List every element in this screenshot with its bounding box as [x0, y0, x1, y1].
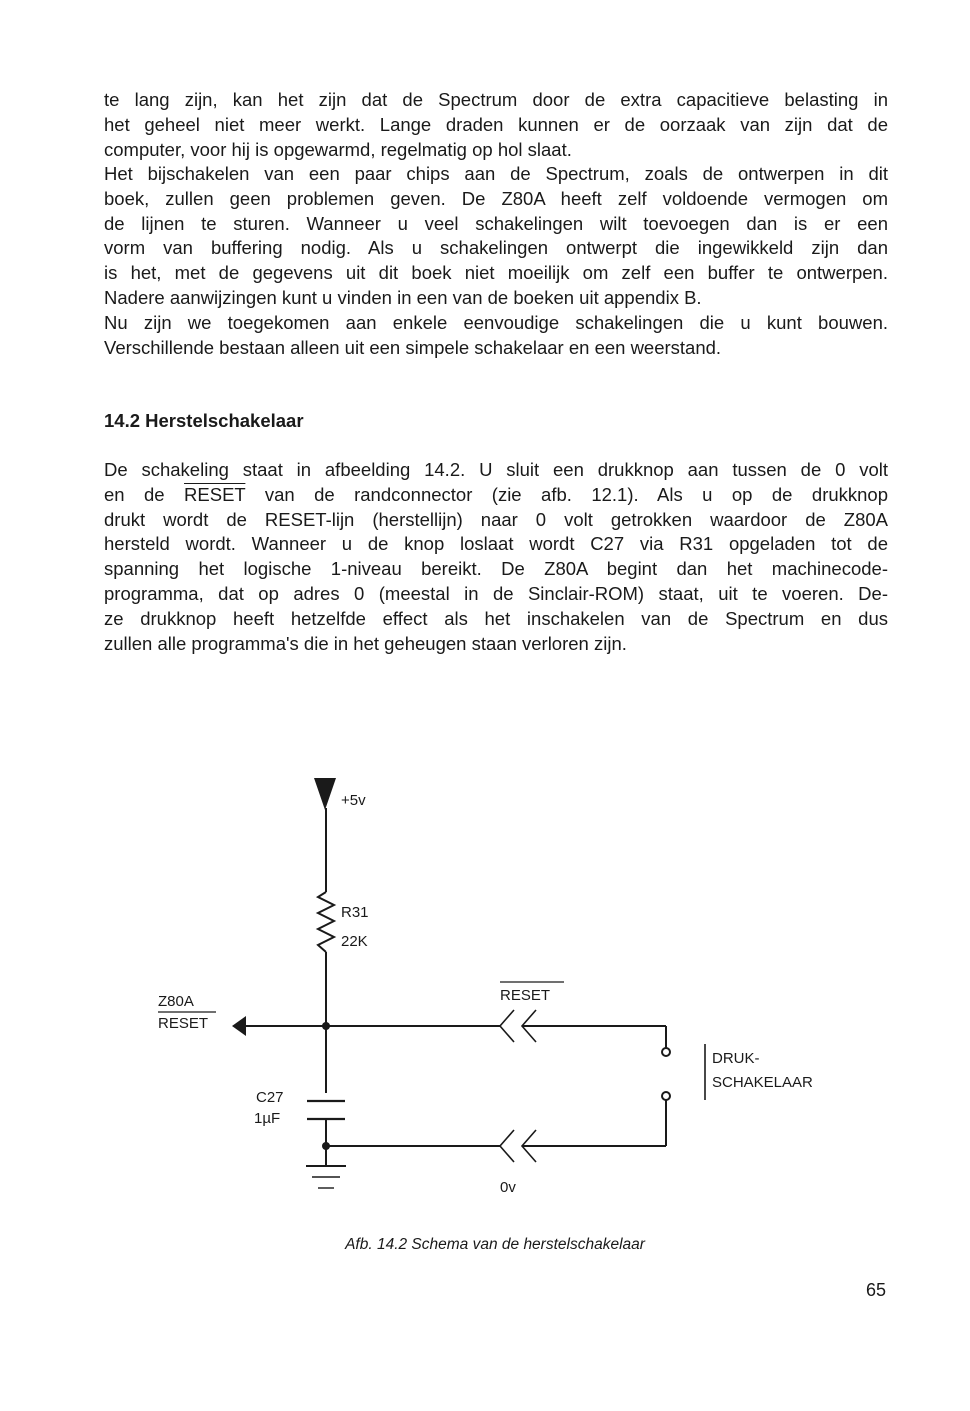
resistor-value: 22K	[341, 933, 368, 950]
section-heading: 14.2 Herstelschakelaar	[104, 410, 304, 431]
resistor-name: R31	[341, 904, 369, 921]
text-line: Nadere aanwijzingen kunt u vinden in een van de boeken uit appendix B.	[104, 286, 702, 308]
paragraph-simple-circuits	[104, 311, 888, 361]
capacitor-name: C27	[256, 1089, 284, 1106]
text-line: te lang zijn, kan het zijn dat de Spectrum door de extra capacitieve belasting in	[104, 89, 888, 110]
text-line: het geheel niet meer werkt. Lange draden kunnen er de oorzaak van zijn dat de	[104, 113, 888, 135]
text-line: is het, met de gegevens uit dit boek niet moeilijk om zelf een buffer te ontwerpen.	[104, 262, 888, 284]
switch-contact-bottom	[662, 1092, 670, 1100]
text-line: programma, dat op adres 0 (meestal in de Sinclair-ROM) staat, uit te voeren. De-	[104, 582, 888, 604]
text-line: Nu zijn we toegekomen aan enkele eenvoudige schakelingen die u kunt bouwen.	[104, 312, 888, 333]
text-line	[104, 483, 888, 508]
supply-label: +5v	[341, 792, 366, 809]
text-fragment: van de randconnector (zie afb. 12.1). Als u op de drukknop	[245, 483, 889, 505]
cpu-label: Z80A	[158, 993, 194, 1010]
text-line: De schakeling staat in afbeelding 14.2. U sluit een drukknop aan tussen de 0 volt	[104, 459, 888, 480]
text-line: zullen alle programma's die in het geheugen staan verloren zijn.	[104, 632, 627, 654]
figure-caption: Afb. 14.2 Schema van de herstelschakelaar	[345, 1236, 645, 1253]
connector-reset-label: RESET	[500, 987, 551, 1004]
page-number: 65	[865, 1280, 886, 1300]
switch-label-line2: SCHAKELAAR	[712, 1074, 813, 1091]
connector-reset-icon	[500, 1010, 514, 1042]
resistor-r31-symbol	[318, 892, 334, 952]
text-line: de lijnen te sturen. Wanneer u veel schakelingen wilt toevoegen dan is er een	[104, 212, 888, 234]
switch-contact-top	[662, 1048, 670, 1056]
text-line: boek, zullen geen problemen geven. De Z80A heeft zelf voldoende vermogen om	[104, 187, 888, 209]
switch-label-line1: DRUK-	[712, 1050, 760, 1067]
text-line: spanning het logische 1-niveau bereikt. De Z80A begint dan het machinecode-	[104, 558, 888, 580]
paragraph-intro	[104, 88, 888, 162]
text-line: drukt wordt de RESET-lijn (herstellijn) naar 0 volt getrokken waardoor de Z80A	[104, 508, 888, 530]
reset-switch-schematic	[0, 760, 970, 1220]
capacitor-value: 1µF	[254, 1110, 281, 1127]
text-line: Verschillende bestaan alleen uit een simpele schakelaar en een weerstand.	[104, 336, 722, 358]
cpu-pin-label: RESET	[158, 1015, 209, 1032]
reset-overlined-text: RESET	[184, 483, 246, 505]
paragraph-chips	[104, 162, 888, 311]
text-line: vorm van buffering nodig. Als u schakelingen ontwerpt die ingewikkeld zijn dan	[104, 237, 888, 259]
paragraph-reset-switch	[104, 458, 888, 656]
supply-arrow-icon	[314, 778, 336, 810]
text-line: computer, voor hij is opgewarmd, regelmatig op hol slaat.	[104, 138, 572, 160]
junction-dot-reset	[322, 1022, 330, 1030]
reset-arrow-icon	[232, 1016, 246, 1036]
text-line: hersteld wordt. Wanneer u de knop loslaat wordt C27 via R31 opgeladen tot de	[104, 533, 888, 555]
text-line: ze drukknop heeft hetzelfde effect als het inschakelen van de Spectrum en dus	[104, 607, 888, 629]
ground-label: 0v	[500, 1179, 516, 1196]
text-line: Het bijschakelen van een paar chips aan de Spectrum, zoals de ontwerpen in dit	[104, 163, 888, 184]
connector-ground-icon	[500, 1130, 514, 1162]
text-fragment: en de	[104, 483, 185, 505]
